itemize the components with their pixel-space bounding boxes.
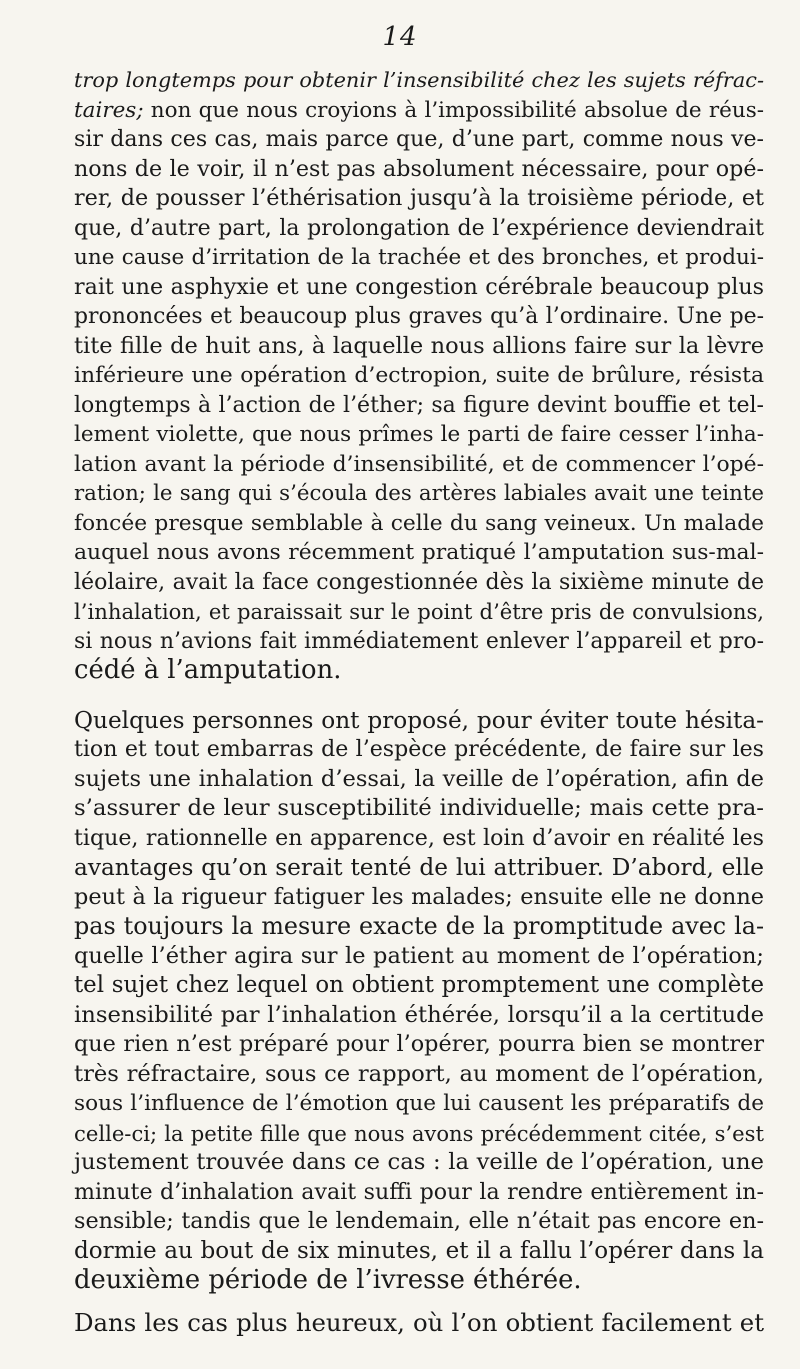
text-line: cédé à l’amputation. [74, 655, 342, 685]
text-line: prononcées et beaucoup plus graves qu’à l’ordinaire. Une pe- [74, 304, 764, 329]
paragraph-1 [74, 66, 764, 686]
text-line: sensible; tandis que le lendemain, elle n’était pas encore en- [74, 1208, 764, 1234]
text-line: avantages qu’on serait tenté de lui attribuer. D’abord, elle [74, 854, 764, 881]
text-line: que, d’autre part, la prolongation de l’expérience deviendrait [74, 215, 764, 241]
text-line: pas toujours la mesure exacte de la promptitude avec la- [74, 912, 764, 940]
paragraph-2 [74, 706, 764, 1296]
text-line: rer, de pousser l’éthérisation jusqu’à la troisième période, et [74, 185, 764, 211]
text-line: auquel nous avons récemment pratiqué l’amputation sus-mal- [74, 540, 764, 565]
text-line: dormie au bout de six minutes, et il a fallu l’opérer dans la [74, 1237, 764, 1264]
text-line: foncée presque semblable à celle du sang veineux. Un malade [74, 510, 764, 536]
paragraph-gap [74, 686, 764, 706]
text-line: que rien n’est préparé pour l’opérer, pourra bien se montrer [74, 1031, 764, 1057]
paragraph-gap [74, 1296, 764, 1308]
text-line: nons de le voir, il n’est pas absolument nécessaire, pour opé- [74, 155, 764, 182]
text-line: sujets une inhalation d’essai, la veille de l’opération, afin de [74, 765, 764, 792]
text-line: minute d’inhalation avait suffi pour la rendre entièrement in- [74, 1178, 764, 1205]
text-line: lation avant la période d’insensibilité, et de commencer l’opé- [74, 451, 764, 477]
text-line: tion et tout embarras de l’espèce précédente, de faire sur les [74, 737, 764, 762]
text-line: inférieure une opération d’ectropion, suite de brûlure, résista [74, 363, 764, 388]
text-line: sous l’influence de l’émotion que lui causent les préparatifs de [74, 1091, 764, 1116]
page-number: 14 [382, 22, 418, 52]
text-line: quelle l’éther agira sur le patient au moment de l’opération; [74, 942, 764, 969]
text-line: l’inhalation, et paraissait sur le point d’être pris de convulsions, [74, 599, 764, 624]
text-line: tique, rationnelle en apparence, est loin d’avoir en réalité les [74, 824, 764, 851]
text-fragment: non que nous croyions à l’impossibilité absolue de réus- [143, 97, 764, 123]
text-line: sir dans ces cas, mais parce que, d’une part, comme nous ve- [74, 127, 764, 152]
text-line: tite fille de huit ans, à laquelle nous allions faire sur la lèvre [74, 332, 764, 359]
text-line [74, 96, 764, 126]
text-line: celle-ci; la petite fille que nous avons précédemment citée, s’est [74, 1120, 764, 1146]
text-line: justement trouvée dans ce cas : la veille de l’opération, une [74, 1149, 764, 1175]
body-text [74, 66, 764, 1337]
text-line: rait une asphyxie et une congestion cérébrale beaucoup plus [74, 273, 764, 300]
text-line: ration; le sang qui s’écoula des artères labiales avait une teinte [74, 481, 764, 506]
text-line: Dans les cas plus heureux, où l’on obtient facilement et [74, 1307, 764, 1337]
text-line: très réfractaire, sous ce rapport, au moment de l’opération, [74, 1060, 764, 1087]
text-line: Quelques personnes ont proposé, pour éviter toute hésita- [74, 706, 764, 734]
paragraph-3 [74, 1308, 764, 1338]
text-line: lement violette, que nous prîmes le parti de faire cesser l’inha- [74, 422, 764, 447]
text-line: s’assurer de leur susceptibilité individuelle; mais cette pra- [74, 795, 764, 821]
text-line: longtemps à l’action de l’éther; sa figure devint bouffie et tel- [74, 392, 764, 418]
text-line: insensibilité par l’inhalation éthérée, lorsqu’il a la certitude [74, 1001, 764, 1028]
text-line: une cause d’irritation de la trachée et des bronches, et produi- [74, 245, 764, 270]
text-line: trop longtemps pour obtenir l’insensibilité chez les sujets réfrac- [74, 68, 764, 92]
text-fragment-italic: taires; [74, 97, 144, 123]
text-line: deuxième période de l’ivresse éthérée. [74, 1265, 582, 1295]
text-line: si nous n’avions fait immédiatement enlever l’appareil et pro- [74, 628, 764, 654]
text-line: tel sujet chez lequel on obtient promptement une complète [74, 972, 764, 998]
text-line: peut à la rigueur fatiguer les malades; ensuite elle ne donne [74, 883, 764, 910]
text-line: léolaire, avait la face congestionnée dès la sixième minute de [74, 569, 764, 595]
